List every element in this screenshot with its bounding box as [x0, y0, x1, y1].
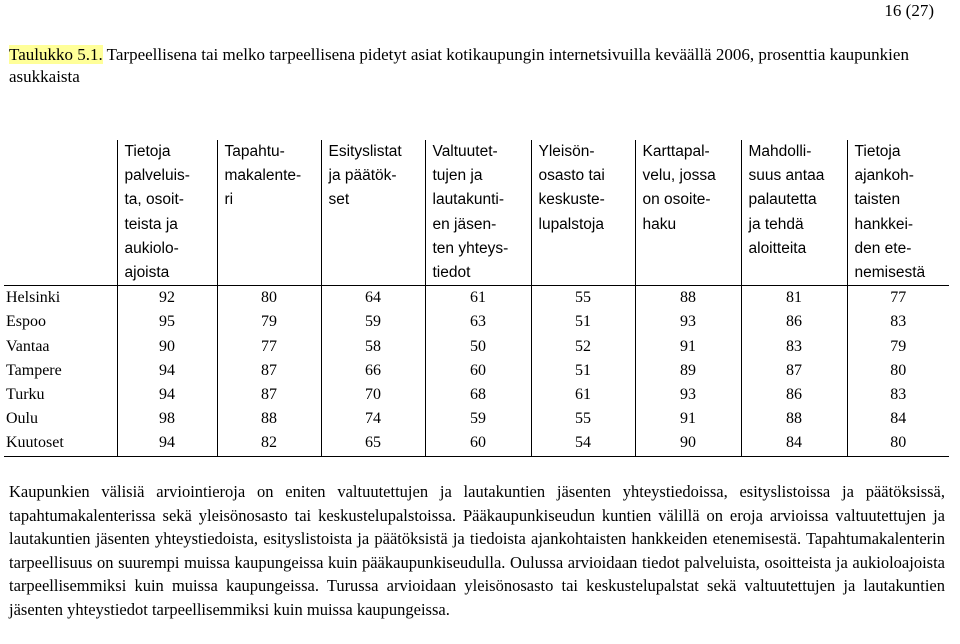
value-cell: 70 — [321, 383, 425, 407]
value-cell: 88 — [741, 407, 847, 431]
column-header-line: ten yhteys- — [432, 239, 509, 257]
city-cell: Vantaa — [6, 337, 50, 355]
table-row — [4, 407, 949, 431]
value-cell: 55 — [531, 407, 635, 431]
value-cell: 94 — [117, 431, 217, 456]
table-caption — [9, 44, 944, 88]
column-header-line: tiedot — [432, 264, 471, 282]
page-number: 16 (27) — [884, 1, 934, 20]
value-cell: 79 — [847, 335, 949, 359]
column-header-line: ja päätök- — [328, 167, 397, 185]
value-cell: 59 — [425, 407, 531, 431]
value-cell: 79 — [217, 310, 321, 334]
column-header-line: velu, jossa — [642, 167, 716, 185]
column-header — [847, 140, 949, 286]
value-cell: 74 — [321, 407, 425, 431]
column-header-line: aukiolo- — [124, 239, 179, 257]
value-cell: 87 — [741, 359, 847, 383]
column-header-line: nemisestä — [854, 264, 926, 282]
value-cell: 61 — [425, 286, 531, 311]
value-cell: 92 — [117, 286, 217, 311]
column-header — [425, 140, 531, 286]
column-header-line: hankkei- — [854, 215, 914, 233]
value-cell: 93 — [635, 383, 741, 407]
column-header-line: ajankoh- — [854, 167, 914, 185]
column-header-line: Tapahtu- — [224, 143, 285, 160]
city-cell: Tampere — [6, 361, 62, 379]
value-cell: 87 — [217, 383, 321, 407]
column-header-line: tujen ja — [432, 167, 483, 185]
column-header-line: keskuste- — [538, 191, 605, 209]
value-cell: 91 — [635, 407, 741, 431]
value-cell: 63 — [425, 310, 531, 334]
column-header-line: Tietoja — [124, 143, 171, 160]
column-header-line: lupalstoja — [538, 215, 604, 233]
value-cell: 84 — [741, 431, 847, 456]
city-cell: Espoo — [6, 313, 46, 331]
table-body — [4, 286, 949, 456]
column-header-line: Karttapal- — [642, 143, 710, 160]
value-cell: 64 — [321, 286, 425, 311]
value-cell: 77 — [217, 335, 321, 359]
column-header-line: on osoite- — [642, 191, 711, 209]
value-cell: 80 — [217, 286, 321, 311]
table-row — [4, 286, 949, 311]
value-cell: 66 — [321, 359, 425, 383]
column-header — [635, 140, 741, 286]
value-cell: 60 — [425, 359, 531, 383]
value-cell: 65 — [321, 431, 425, 456]
column-header-line: makalente- — [224, 167, 302, 185]
column-header-line: den ete- — [854, 239, 912, 257]
city-cell: Oulu — [6, 410, 38, 428]
column-header-line: aloitteita — [748, 239, 807, 257]
column-header-line: ajoista — [124, 264, 170, 282]
table-row — [4, 431, 949, 456]
column-header-line: Esityslistat — [328, 143, 402, 160]
value-cell: 86 — [741, 310, 847, 334]
column-header-line: teista ja — [124, 215, 178, 233]
value-cell: 51 — [531, 359, 635, 383]
value-cell: 94 — [117, 383, 217, 407]
column-header-line: Yleisön- — [538, 143, 595, 160]
value-cell: 83 — [741, 335, 847, 359]
value-cell: 93 — [635, 310, 741, 334]
column-header — [531, 140, 635, 286]
value-cell: 87 — [217, 359, 321, 383]
table-row — [4, 359, 949, 383]
value-cell: 89 — [635, 359, 741, 383]
value-cell: 52 — [531, 335, 635, 359]
value-cell: 81 — [741, 286, 847, 311]
city-cell: Turku — [6, 386, 45, 404]
city-cell: Kuutoset — [4, 431, 117, 456]
city-cell: Helsinki — [6, 289, 61, 307]
column-header-line: set — [328, 191, 350, 209]
value-cell: 88 — [217, 407, 321, 431]
column-header-line: suus antaa — [748, 167, 825, 185]
value-cell: 83 — [847, 310, 949, 334]
value-cell: 59 — [321, 310, 425, 334]
value-cell: 84 — [847, 407, 949, 431]
table-row — [4, 335, 949, 359]
value-cell: 90 — [117, 335, 217, 359]
value-cell: 95 — [117, 310, 217, 334]
value-cell: 94 — [117, 359, 217, 383]
value-cell: 86 — [741, 383, 847, 407]
body-paragraph: Kaupunkien välisiä arviointieroja on eniten valtuutettujen ja lautakuntien jäsenten yhteystiedoissa, esityslistoissa ja päätöksissä, tapahtumakalenterissa sekä yleisönosasto tai keskustelupalstoissa. Pääkaupunkiseudun kuntien välillä on eroja arvioissa valtuutettujen ja lautakuntien jäsenten yhteystiedoista, esityslistoista ja päätöksistä ja tiedoista ajankohtaisten hankkeiden etenemisestä. Tapahtumakalenterin tarpeellisuus on suurempi muissa kaupungeissa kuin pääkaupunkiseudulla. Oulussa arvioidaan tiedot palveluista, osoitteista ja aukioloajoista tarpeellisemmiksi kuin muissa kaupungeissa. Turussa arvioidaan yleisönosasto tai keskustelupalstat sekä valtuutettujen ja lautakuntien jäsenten yhteystiedot tarpeellisemmiksi kuin muissa kaupungeissa. — [9, 482, 945, 619]
value-cell: 80 — [847, 359, 949, 383]
column-header-line: Valtuutet- — [432, 143, 498, 160]
value-cell: 80 — [847, 431, 949, 456]
value-cell: 91 — [635, 335, 741, 359]
table-row — [4, 310, 949, 334]
column-header-line: osasto tai — [538, 167, 605, 185]
value-cell: 98 — [117, 407, 217, 431]
column-header-line: taisten — [854, 191, 901, 209]
column-header-line: en jäsen- — [432, 215, 497, 233]
value-cell: 55 — [531, 286, 635, 311]
column-header-line: ja tehdä — [748, 215, 804, 233]
results-table — [4, 140, 949, 457]
value-cell: 58 — [321, 335, 425, 359]
header-corner — [4, 140, 117, 286]
value-cell: 77 — [847, 286, 949, 311]
column-header-line: palautetta — [748, 191, 817, 209]
value-cell: 82 — [217, 431, 321, 456]
column-header — [217, 140, 321, 286]
table-row — [4, 383, 949, 407]
value-cell: 60 — [425, 431, 531, 456]
value-cell: 83 — [847, 383, 949, 407]
value-cell: 90 — [635, 431, 741, 456]
column-header-line: Tietoja — [854, 143, 901, 160]
value-cell: 54 — [531, 431, 635, 456]
column-header — [117, 140, 217, 286]
column-header — [741, 140, 847, 286]
column-header-line: ta, osoit- — [124, 191, 184, 209]
caption-text: Tarpeellisena tai melko tarpeellisena pidetyt asiat kotikaupungin internetsivuilla keväällä 2006, prosenttia kaupunkien asukkaista — [9, 45, 909, 86]
value-cell: 61 — [531, 383, 635, 407]
column-header-line: palveluis- — [124, 167, 190, 185]
column-header-line: haku — [642, 215, 677, 233]
caption-label: Taulukko 5.1. — [9, 45, 103, 64]
column-header — [321, 140, 425, 286]
table-header-row — [4, 140, 949, 286]
column-header-line: Mahdolli- — [748, 143, 812, 160]
value-cell: 51 — [531, 310, 635, 334]
value-cell: 88 — [635, 286, 741, 311]
column-header-line: ri — [224, 191, 234, 209]
column-header-line: lautakunti- — [432, 191, 505, 209]
value-cell: 50 — [425, 335, 531, 359]
value-cell: 68 — [425, 383, 531, 407]
